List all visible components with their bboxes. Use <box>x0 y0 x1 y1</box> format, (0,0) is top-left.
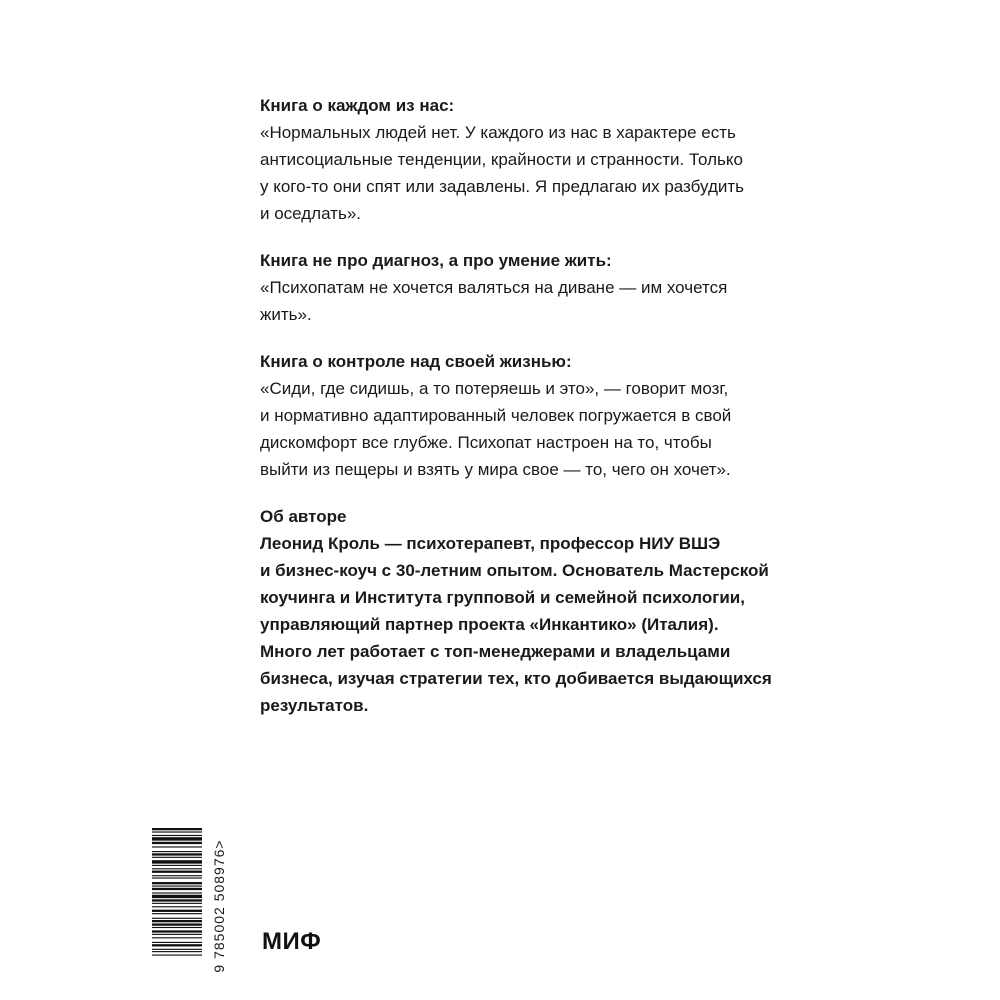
section-line: выйти из пещеры и взять у мира свое — то, чего он хочет». <box>260 460 731 479</box>
about-line: бизнеса, изучая стратегии тех, кто добивается выдающихся <box>260 669 772 688</box>
about-line: управляющий партнер проекта «Инкантико» (Италия). <box>260 615 719 634</box>
barcode-bar <box>152 892 202 893</box>
barcode-bar <box>152 888 202 890</box>
barcode-bar <box>152 882 202 884</box>
section-line: жить». <box>260 305 312 324</box>
barcode-bar <box>152 899 202 901</box>
section-heading: Книга о каждом из нас: <box>260 96 455 115</box>
about-line: коучинга и Института групповой и семейной психологии, <box>260 588 745 607</box>
barcode-bar <box>152 886 202 887</box>
barcode-bar <box>152 846 202 847</box>
section-line: «Психопатам не хочется валяться на диване — им хочется <box>260 278 728 297</box>
about-heading: Об авторе <box>260 507 347 526</box>
isbn-barcode <box>152 828 236 984</box>
about-line: Леонид Кроль — психотерапевт, профессор НИУ ВШЭ <box>260 534 721 553</box>
barcode-bar <box>152 942 202 943</box>
barcode-bar <box>152 930 202 932</box>
barcode-bar <box>152 831 202 832</box>
back-cover-text <box>260 92 780 739</box>
barcode-bar <box>152 927 202 928</box>
barcode-bar <box>152 944 202 946</box>
section-skill-of-living <box>260 247 780 328</box>
section-line: «Нормальных людей нет. У каждого из нас в характере есть <box>260 123 736 142</box>
barcode-bar <box>152 853 202 855</box>
barcode-bar <box>152 903 202 904</box>
barcode-bar <box>152 851 202 852</box>
barcode-bar <box>152 842 202 844</box>
barcode-bar <box>152 837 202 840</box>
barcode-bar <box>152 920 202 922</box>
barcode-bar <box>152 923 202 925</box>
section-about-author <box>260 503 780 719</box>
barcode-bar <box>152 835 202 836</box>
barcode-bar <box>152 913 202 914</box>
section-line: у кого-то они спят или задавлены. Я предлагаю их разбудить <box>260 177 745 196</box>
barcode-bar <box>152 955 202 956</box>
barcode-bar <box>152 906 202 907</box>
barcode-bar <box>152 895 202 898</box>
barcode-bar <box>152 875 202 876</box>
barcode-bar <box>152 949 202 950</box>
isbn-trailing-mark: > <box>211 839 227 849</box>
isbn-number <box>202 828 236 984</box>
barcode-bar <box>152 918 202 919</box>
publisher-logo: МИФ <box>262 928 322 955</box>
barcode-bar <box>152 857 202 858</box>
section-line: и оседлать». <box>260 204 361 223</box>
section-control <box>260 348 780 483</box>
section-everyone <box>260 92 780 227</box>
section-heading: Книга о контроле над своей жизнью: <box>260 352 572 371</box>
section-heading: Книга не про диагноз, а про умение жить: <box>260 251 612 270</box>
barcode-bar <box>152 937 202 938</box>
about-line: результатов. <box>260 696 369 715</box>
barcode-bar <box>152 865 202 866</box>
barcode-bar <box>152 934 202 935</box>
barcode-bar <box>152 951 202 952</box>
about-line: Много лет работает с топ-менеджерами и владельцами <box>260 642 731 661</box>
section-line: дискомфорт все глубже. Психопат настроен на то, чтобы <box>260 433 712 452</box>
barcode-bar <box>152 910 202 912</box>
isbn-digits: 9 785002 508976 <box>211 848 227 973</box>
barcode-bar <box>152 828 202 830</box>
section-line: «Сиди, где сидишь, а то потеряешь и это», — говорит мозг, <box>260 379 729 398</box>
about-line: и бизнес-коуч с 30-летним опытом. Основатель Мастерской <box>260 561 769 580</box>
section-line: антисоциальные тенденции, крайности и странности. Только <box>260 150 743 169</box>
barcode-bar <box>152 877 202 878</box>
barcode-bar <box>152 868 202 869</box>
barcode-bar <box>152 860 202 863</box>
section-line: и нормативно адаптированный человек погружается в свой <box>260 406 732 425</box>
barcode-bar <box>152 871 202 873</box>
